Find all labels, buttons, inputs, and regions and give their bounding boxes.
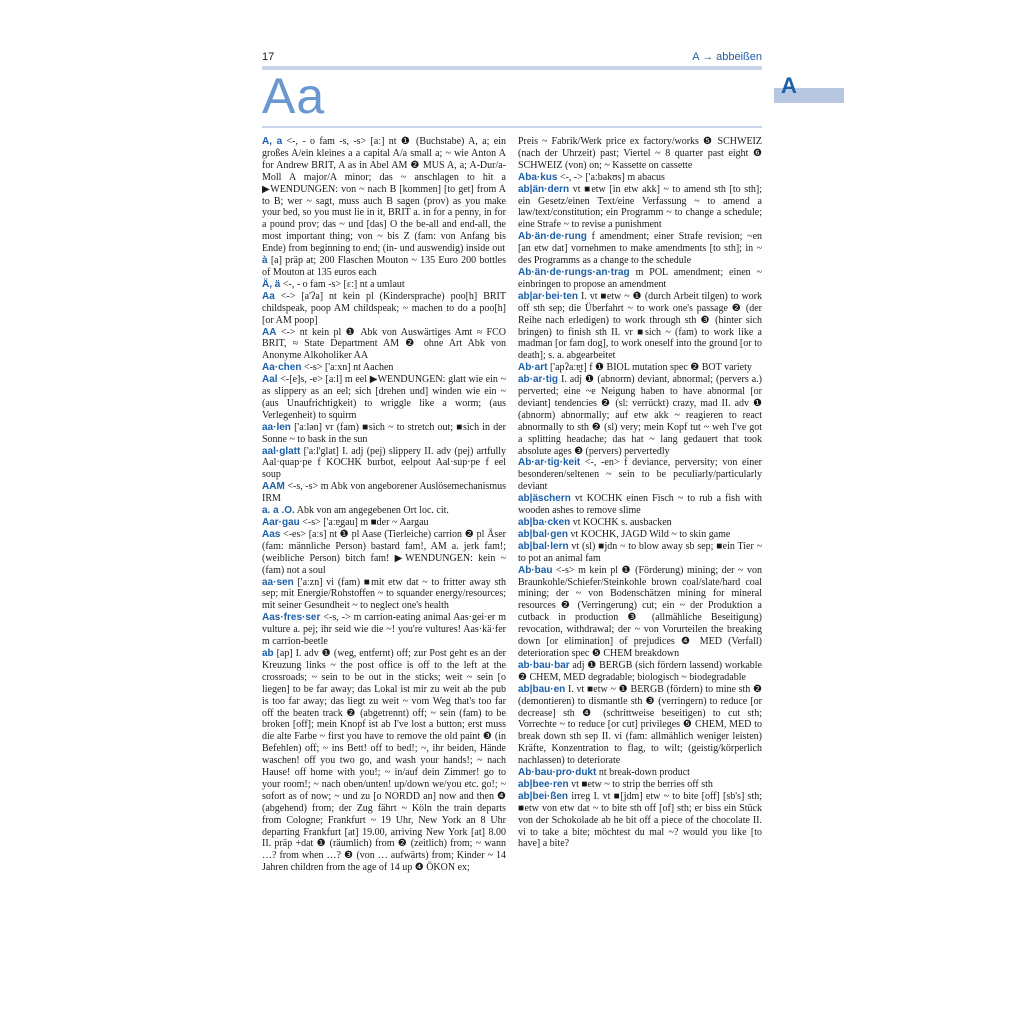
- entry-definition: Preis ~ Fabrik/Werk price ex factory/works ❺ SCHWEIZ (nach der Uhrzeit) past; Viertel ~ 8 quarter past eight ❻ SCHWEIZ (von) on; ~ Kassette on cassette: [518, 136, 762, 171]
- dictionary-entry: [518, 565, 762, 660]
- dictionary-entry: [262, 255, 506, 279]
- entry-definition: <-s> ['aːɐ̯gau] m ■der ~ Aargau: [302, 517, 429, 528]
- entry-definition: I. adj ❶ (abnorm) deviant, abnormal; (pervers a.) perverted; eine ~e Neigung haben to have abnormal [or deviant] tendencies ❷ (sl: verrückt) crazy, mad II. adv ❶ (abnorm) abnormally; auf etw akk ~ reagieren to react abnormally to sth ❷ (sl) very; mein Kopf tut ~ weh I've got a splitting headache; das hat ~ lang gedauert that took absolute ages ❸ (pervers) pervertedly: [518, 374, 762, 457]
- dictionary-entry: [518, 267, 762, 291]
- header-rule: [262, 66, 762, 70]
- entry-headword: ab|bal·lern: [518, 540, 569, 552]
- dictionary-entry: [518, 291, 762, 362]
- thumb-tab-letter: A: [781, 73, 797, 98]
- dictionary-entry: [262, 136, 506, 255]
- dictionary-entry: [518, 362, 762, 374]
- dictionary-entry: [262, 577, 506, 613]
- entry-headword: ab|äschern: [518, 493, 571, 505]
- dictionary-entry: [518, 184, 762, 232]
- dictionary-entry: [518, 684, 762, 767]
- entry-headword: Ä, ä: [262, 278, 281, 290]
- entry-definition: [ap] I. adv ❶ (weg, entfernt) off; zur Post geht es an der Kreuzung links ~ the post office is off to the left at the crossroads; ~ sein to be out in the sticks; weit ~ sein [o liegen] to be far away; das Lokal ist mir zu weit ab the pub is too far away; das liegt zu weit ~ vom Weg that's too far off the beaten track ❷ (abgetrennt) off; ~ sein (fam) to be broken [off]; mein Knopf ist ab I've lost a button; erst muss die alte Farbe ~ first you have to remove the old paint ❸ (in Befehlen) off; ~ ins Bett! off to bed!; ~, ihr beiden, Hände waschen! off you two go, and wash your hands!; ~ nach Hause! off home with you!; ~ in/auf dein Zimmer! go to your room!; ~ nach oben/unten! up/down we/you etc. go!; ~ sofort as of now; ~ und zu [o NORDD an] now and then ❹ (abgehend) from; der Zug fährt ~ Köln the train departs from Cologne; Frankfurt ~ 19 Uhr, New York an 8 Uhr departing Frankfurt [at] 19.00, arriving New York [at] 8.00 II. präp +dat ❶ (räumlich) from ❷ (zeitlich) from; ~ wann …? from when …? ❸ (von … aufwärts) from; Kinder ~ 14 Jahren children from the age of 14 up ❹ ÖKON ex;: [262, 647, 507, 874]
- entry-headword: Aas: [262, 528, 281, 540]
- entry-definition: <-, - o fam -s> [ɛː] nt a umlaut: [282, 278, 405, 290]
- entry-headword: ab|ar·bei·ten: [518, 290, 579, 302]
- entry-headword: AAM: [262, 481, 285, 493]
- left-column: [262, 136, 506, 874]
- entry-headword: Aa·chen: [262, 362, 302, 374]
- dictionary-entry: [518, 767, 762, 779]
- entry-definition: <-s> m kein pl ❶ (Förderung) mining; der ~ von Braunkohle/Schiefer/Steinkohle brown coal/slate/hard coal mining; der ~ von Bodenschätzen mining for mineral resources ❷ (Verringerung) cut; ein ~ der Produktion a cutback in production ❸ (allmähliche Beseitigung) revocation, withdrawal; der ~ von Vorurteilen the breaking down [or elimination] of prejudices ❹ MED (Verfall) deterioration spec ❺ CHEM breakdown: [518, 564, 762, 659]
- entry-definition: <-, -> ['aːbakʊs] m abacus: [559, 171, 665, 183]
- entry-headword: ab|ba·cken: [518, 517, 571, 528]
- entry-definition: ['aːl'glat] I. adj (pej) slippery II. adv (pej) artfully Aal·quap·pe f KOCHK burbot, eelpout Aal·sup·pe f eel soup: [262, 445, 506, 481]
- entry-headword: ab·bau·bar: [518, 659, 570, 671]
- entry-headword: aal·glatt: [262, 445, 301, 457]
- entry-headword: AA: [262, 326, 277, 338]
- entry-definition: <-[e]s, -e> [aːl] m eel ▶WENDUNGEN: glatt wie ein ~ as slippery as an eel; sich [drehen und] winden wie ein ~ (aus Unaufrichtigkeit) to wriggle like a worm; (aus Verlegenheit) to squirm: [262, 374, 507, 421]
- entry-definition: Abk von am angegebenen Ort loc. cit.: [296, 505, 449, 517]
- entry-definition: <-s, -> m carrion-eating animal Aas·gei·er m vulture a. pej; ihr seid wie die ~! you're vultures! Aas·kä·fer m carrion-beetle: [262, 612, 507, 648]
- entry-definition: <-s, -s> m Abk von angeborener Auslösemechanismus IRM: [262, 481, 506, 505]
- entry-definition: vt KOCHK einen Fisch ~ to rub a fish with wooden ashes to remove slime: [518, 493, 762, 517]
- entry-headword: ab·ar·tig: [518, 374, 558, 386]
- dictionary-entry: [262, 374, 506, 422]
- entry-definition: <-, - o fam -s, -s> [aː] nt ❶ (Buchstabe) A, a; ein großes A/ein kleines a a capital A/a small a; ~ wie Anton A for Andrew BRIT, A as in Abel AM ❷ MUS A, a; A-Dur/a-Moll A major/A minor; das ~ anschlagen to hit a ▶WENDUNGEN: von ~ nach B [kommen] [to get] from A to B; wer ~ sagt, muss auch B sagen (prov) as you make your bed, so you must lie in it, BRIT a. in for a penny, in for a pound prov; das ~ und [das] O the be-all and end-all, the most important thing; von ~ bis Z (fam: von Anfang bis Ende) from beginning to end; (in- und auswendig) inside out: [262, 136, 507, 255]
- entry-definition: vt KOCHK, JAGD Wild ~ to skin game: [570, 528, 731, 540]
- dictionary-entry: [518, 172, 762, 184]
- entry-headword: Ab·art: [518, 362, 548, 374]
- dictionary-entry: [518, 493, 762, 517]
- dictionary-entry: [262, 362, 506, 374]
- entry-definition: vt (sl) ■jdn ~ to blow away sb sep; ■ein Tier ~ to pot an animal fam: [518, 540, 763, 564]
- dictionary-entry: [518, 660, 762, 684]
- dictionary-entry: [518, 231, 762, 267]
- entry-definition: <-, -en> f deviance, perversity; von einer besonderen/seltenen ~ sein to be peculiarly/particularly deviant: [518, 457, 762, 493]
- dictionary-entry: [262, 481, 506, 505]
- dictionary-entry: [518, 541, 762, 565]
- dictionary-entry: [262, 446, 506, 482]
- entry-definition: <-es> [aːs] nt ❶ pl Aase (Tierleiche) carrion ❷ pl Äser (fam: männliche Person) bastard fam!, AM a. jerk fam!; (weibliche Person) bitch fam! ▶WENDUNGEN: kein ~ (fam) not a soul: [262, 528, 507, 576]
- entry-headword: aa·sen: [262, 576, 294, 588]
- entry-headword: Aba·kus: [518, 171, 558, 183]
- entry-definition: I. vt ■etw ~ ❶ (durch Arbeit tilgen) to work off sth sep; die Überfahrt ~ to work one's passage ❷ (der Reihe nach erledigen) to work through sth ❸ (hinter sich bringen) to finish sth II. vr ■sich ~ (fam) to work like a madman [or fam dog], to work oneself into the ground [or to death]; s. a. abgearbeitet: [518, 290, 762, 362]
- entry-headword: Ab·än·de·rungs·an·trag: [518, 266, 630, 278]
- dictionary-entry: [262, 648, 506, 874]
- entry-headword: Aar·gau: [262, 517, 300, 528]
- entry-headword: ab|bal·gen: [518, 528, 569, 540]
- entry-headword: ab|bei·ßen: [518, 790, 569, 802]
- entry-definition: adj ❶ BERGB (sich fördern lassend) workable ❷ CHEM, MED degradable; biologisch ~ biodegradable: [518, 659, 762, 683]
- entry-definition: vt ■etw ~ to strip the berries off sth: [571, 778, 713, 790]
- page-number: 17: [262, 51, 275, 63]
- entry-headword: a. a .O.: [262, 505, 295, 517]
- entry-definition: vt KOCHK s. ausbacken: [572, 517, 672, 528]
- dictionary-entry: [262, 505, 506, 517]
- section-rule: [262, 126, 762, 128]
- dictionary-entry: [518, 374, 762, 457]
- entry-definition: ['aːzn] vi (fam) ■mit etw dat ~ to fritter away sth sep; mit Energie/Rohstoffen ~ to squander energy/resources; mit seiner Gesundheit ~ to neglect one's health: [262, 576, 506, 612]
- entry-headword: Ab·ar·tig·keit: [518, 457, 581, 469]
- entry-headword: à: [262, 255, 268, 267]
- dictionary-entry: [518, 457, 762, 493]
- entry-definition: [a] präp at; 200 Flaschen Mouton ~ 135 Euro 200 bottles of Mouton at 135 euros each: [262, 255, 507, 278]
- dictionary-entry: [262, 327, 506, 363]
- dictionary-entry: [518, 791, 762, 851]
- dictionary-entry: [518, 517, 762, 529]
- entry-definition: ['aːlən] vr (fam) ■sich ~ to stretch out; ■sich in der Sonne ~ to bask in the sun: [262, 421, 506, 445]
- entry-definition: <-> nt kein pl ❶ Abk von Auswärtiges Amt ≈ FCO BRIT, ≈ State Department AM ❷ ohne Art Abk von Anonyme Alkoholiker AA: [262, 326, 507, 362]
- entry-headword: Ab·än·de·rung: [518, 231, 587, 243]
- right-column: [518, 136, 762, 850]
- dictionary-entry: [262, 517, 506, 529]
- dictionary-entry: [262, 422, 506, 446]
- dictionary-entry: [518, 779, 762, 791]
- entry-headword: Ab·bau: [518, 564, 553, 576]
- dictionary-entry: [262, 529, 506, 577]
- dictionary-entry: [518, 136, 762, 172]
- entry-headword: Aal: [262, 374, 278, 386]
- entry-definition: irreg I. vt ■[jdm] etw ~ to bite [off] [sb's] sth; ■etw von etw dat ~ to bite sth off [of] sth; er biss ein Stück von der Schokolade ab he bit off a piece of the chocolate II. vi to take a bite; möchtest du mal ~? would you like [to have] a bite?: [518, 790, 763, 850]
- dictionary-entry: [262, 612, 506, 648]
- dictionary-entry: [262, 279, 506, 291]
- entry-headword: Aa: [262, 290, 275, 302]
- entry-headword: ab|än·dern: [518, 183, 570, 195]
- entry-definition: ['apʔaːɐ̯t] f ❶ BIOL mutation spec ❷ BOT variety: [549, 362, 752, 374]
- entry-headword: aa·len: [262, 421, 291, 433]
- entry-definition: f amendment; einer Strafe revision; ~en [an etw dat] vornehmen to make amendments [to sth]; in ~ des Programms as a change to the schedule: [518, 231, 763, 267]
- entry-headword: Ab·bau·pro·dukt: [518, 767, 597, 779]
- entry-definition: m POL amendment; einen ~ einbringen to propose an amendment: [518, 266, 762, 290]
- entry-headword: Aas·fres·ser: [262, 612, 321, 624]
- running-head: A → abbeißen: [692, 51, 762, 63]
- entry-definition: vt ■etw [in etw akk] ~ to amend sth [to sth]; ein Gesetz/einen Text/eine Verfassung ~ to amend a law/text/constitution; ein Programm ~ to change a schedule; eine Strafe ~ to revise a punishment: [518, 183, 762, 231]
- section-letter: Aa: [262, 68, 326, 124]
- entry-definition: nt break-down product: [598, 767, 690, 779]
- entry-headword: A, a: [262, 136, 283, 147]
- entry-definition: I. vt ■etw ~ ❶ BERGB (fördern) to mine sth ❷ (demontieren) to dismantle sth ❸ (verringern) to reduce [or decrease] sth ❹ (schrittweise beseitigen) to cut sth; Vorrechte ~ to reduce [or cut] privileges ❺ CHEM, MED to break down sth sep II. vi (fam: allmählich weniger leisten) Kräfte, Konzentration to flag, to wilt; (geistig/körperlich nachlassen) to deteriorate: [518, 683, 762, 767]
- entry-definition: <-> [a'ʔa] nt kein pl (Kindersprache) poo[h] BRIT childspeak, poop AM childspeak; ~ machen to do a poo[h] [or AM poop]: [262, 290, 506, 326]
- dictionary-entry: [518, 529, 762, 541]
- entry-headword: ab|bee·ren: [518, 778, 569, 790]
- entry-headword: ab|bau·en: [518, 683, 566, 695]
- entry-headword: ab: [262, 647, 274, 659]
- dictionary-entry: [262, 291, 506, 327]
- entry-definition: <-s> ['aːxn] nt Aachen: [303, 362, 394, 374]
